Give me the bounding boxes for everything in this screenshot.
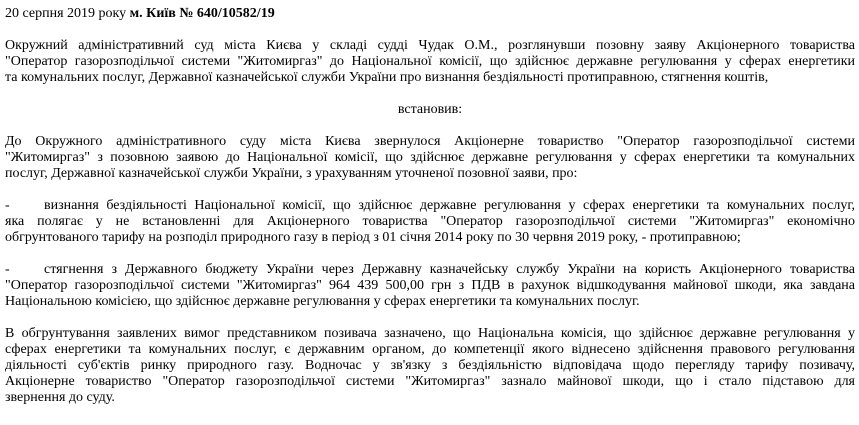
spacer — [5, 118, 855, 134]
paragraph-line: Окружний адміністративний суд міста Києва у складі судді Чудак О.М., розглянувши позовну заяву Акціонерного товариства — [5, 38, 855, 53]
paragraph-line: "Житомиргаз" з позовною заявою до Національної комісії, що здійснює державне регулювання у сферах енергетики та комунальних — [5, 150, 855, 165]
paragraph-line: сферах енергетики та комунальних послуг, є державним органом, до компетенції якого віднесено здійснення правового регулювання — [5, 342, 855, 357]
spacer — [5, 86, 855, 102]
grounds-paragraph — [5, 326, 855, 406]
claim-item-first-line — [5, 198, 855, 214]
paragraph-line: послуг, Державної казначейської служби України, з урахуванням уточненої позовної заяви, про: — [5, 166, 578, 181]
document-header — [5, 6, 855, 22]
court-document — [5, 6, 855, 406]
spacer — [5, 246, 855, 262]
claim-paragraph — [5, 134, 855, 182]
paragraph-line: діяльності суб'єктів ринку природного газу. Водночас у зв'язку з бездіяльністю відповідача щодо перегляду тарифу позивачу, — [5, 358, 855, 373]
paragraph-line: обгрунтованого тарифу на розподіл природного газу в період з 01 січня 2014 року по 30 червня 2019 року, - протиправною; — [5, 230, 741, 245]
section-heading-established: встановив: — [397, 102, 463, 117]
spacer — [5, 310, 855, 326]
case-reference: м. Київ № 640/10582/19 — [129, 6, 275, 21]
paragraph-line: та комунальних послуг, Державної казначейської служби України про визнання бездіяльності протиправною, стягнення коштів, — [5, 70, 769, 85]
spacer — [5, 182, 855, 198]
claim-item-1 — [5, 198, 855, 246]
paragraph-line: Національною комісією, що здійснює державне регулювання у сферах енергетики та комунальних послуг. — [5, 294, 640, 309]
paragraph-line: звернення до суду. — [5, 390, 115, 405]
list-dash: - — [5, 198, 10, 213]
claim-item-first-line — [5, 262, 855, 278]
paragraph-line: "Оператор газорозподільчої системи "Житомиргаз" 964 439 500,00 грн з ПДВ в рахунок відшкодування майнової шкоди, яка завдана — [5, 278, 855, 293]
paragraph-line: Акціонерне товариство "Оператор газорозподільчої системи "Житомиргаз" зазнало майнової шкоди, що і стало підставою для — [5, 374, 855, 389]
document-date: 20 серпня 2019 року — [5, 6, 127, 21]
paragraph-line: "Оператор газорозподільчої системи "Житомиргаз" до Національної комісії, що здійснює державне регулювання у сферах енергетики — [5, 54, 855, 69]
spacer — [5, 22, 855, 38]
list-dash: - — [5, 262, 10, 277]
paragraph-line: До Окружного адміністративного суду міста Києва звернулося Акціонерне товариство "Оператор газорозподільчої системи — [5, 134, 855, 149]
paragraph-line: В обгрунтування заявлених вимог представником позивача зазначено, що Національна комісія, що здійснює державне регулювання у — [5, 326, 855, 341]
paragraph-line: яка полягає у не встановленні для Акціонерного товариства "Оператор газорозподільчої системи "Житомиргаз" економічно — [5, 214, 855, 229]
intro-paragraph — [5, 38, 855, 86]
claim-item-2 — [5, 262, 855, 310]
claim-item-text: стягнення з Державного бюджету України через Державну казначейську службу України на користь Акціонерного товариства — [44, 262, 855, 277]
claim-item-text: визнання бездіяльності Національної комісії, що здійснює державне регулювання у сферах енергетики та комунальних послуг, — [44, 198, 855, 213]
